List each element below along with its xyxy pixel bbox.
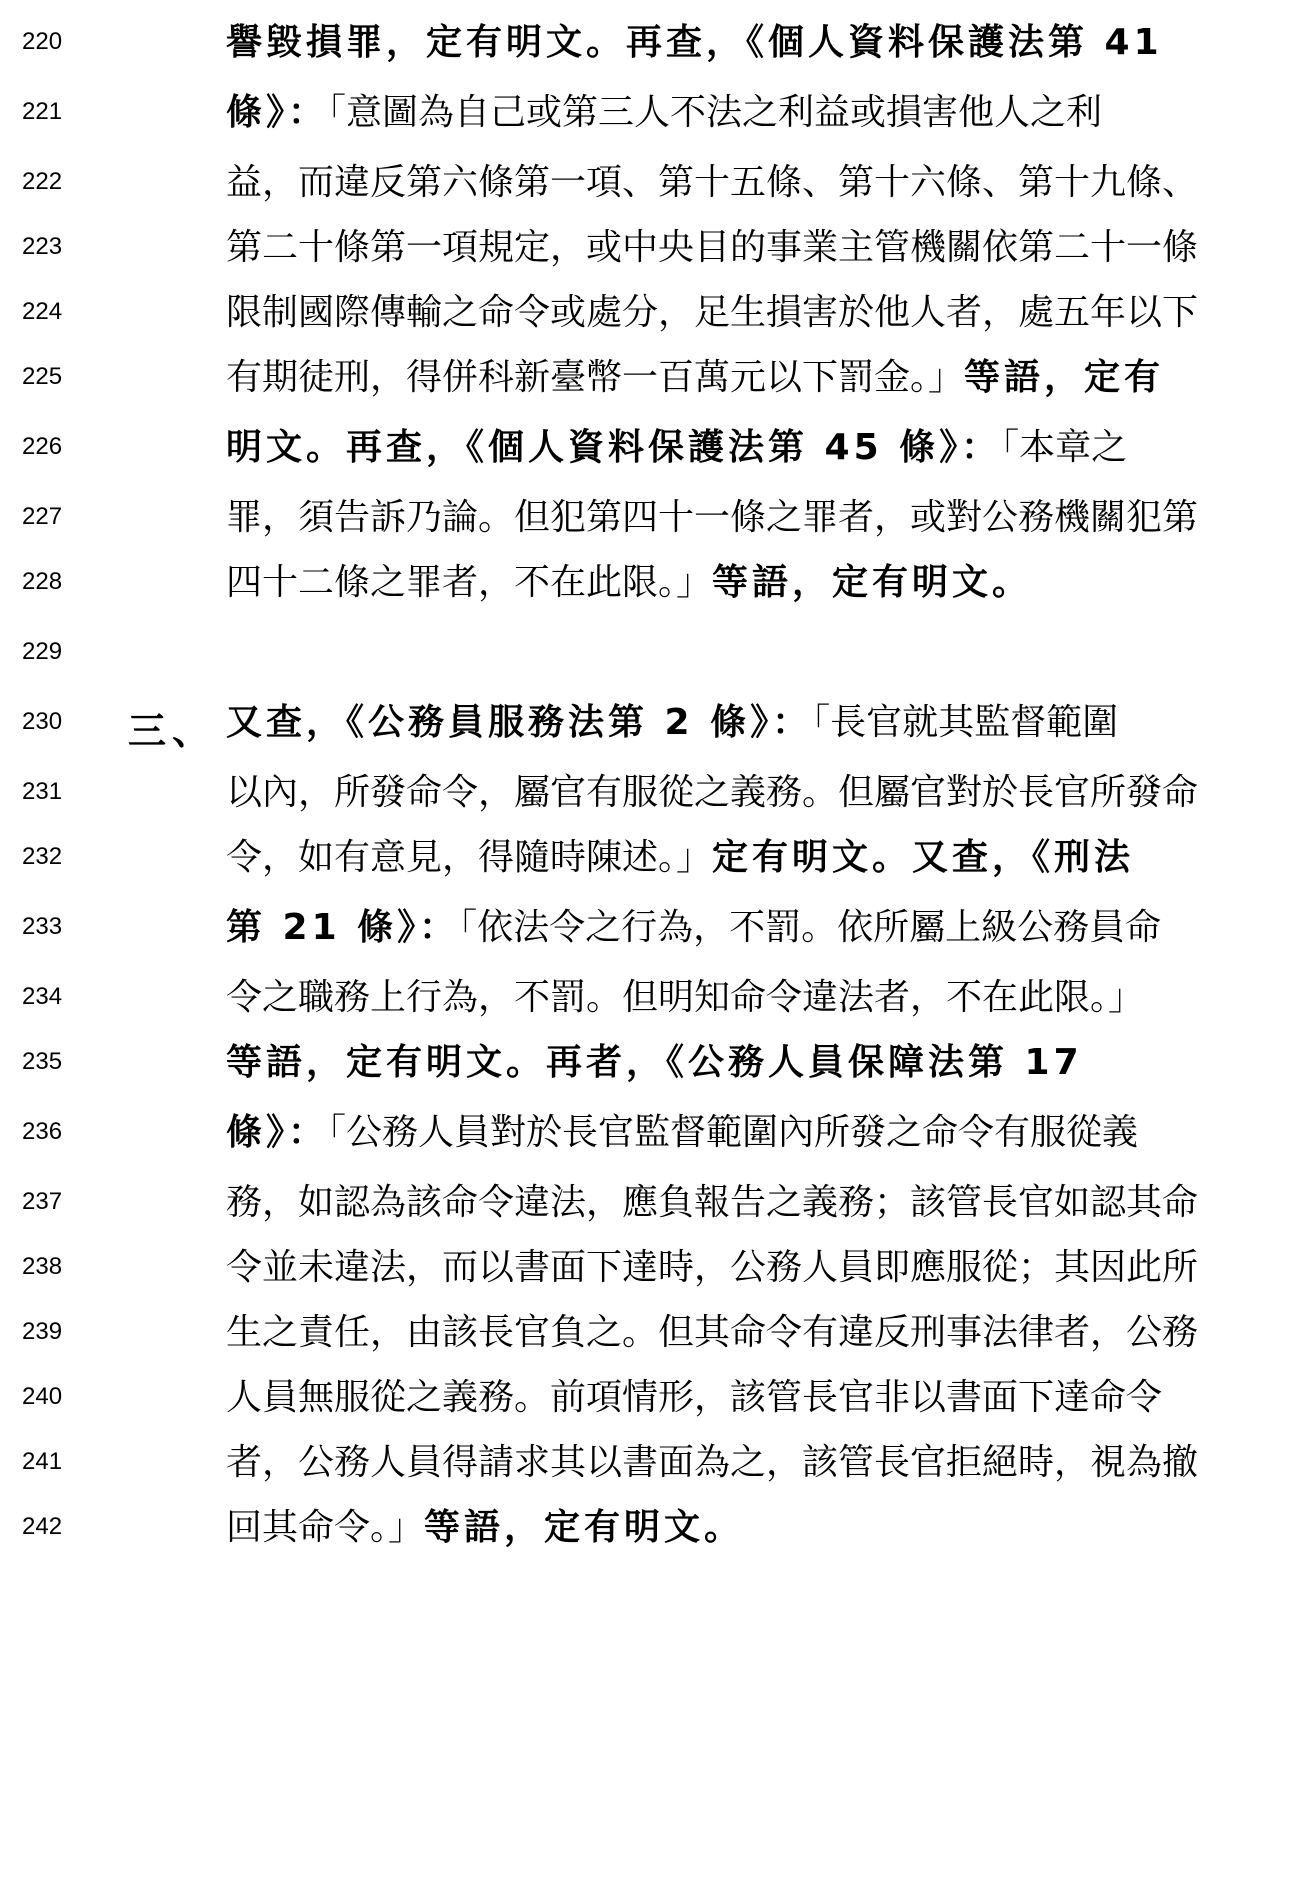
line-text bbox=[226, 290, 1290, 336]
line-number: 224 bbox=[22, 298, 63, 325]
text-segment: 生之責任，由該長官負之。但其命令有違反刑事法律者，公務 bbox=[226, 1312, 1199, 1353]
line-text bbox=[226, 835, 1290, 881]
document-line bbox=[0, 700, 1316, 760]
text-segment: 回其命令。」 bbox=[226, 1507, 425, 1548]
bold-text-segment: 第 21 條》： bbox=[226, 907, 460, 948]
document-line bbox=[0, 225, 1316, 285]
bold-text-segment: 條》： bbox=[226, 1112, 329, 1153]
document-line bbox=[0, 1375, 1316, 1435]
document-line bbox=[0, 1040, 1316, 1100]
document-line bbox=[0, 975, 1316, 1035]
line-text bbox=[226, 425, 1290, 471]
line-text bbox=[226, 560, 1290, 606]
line-text bbox=[226, 905, 1290, 951]
line-number: 241 bbox=[22, 1448, 63, 1475]
line-number: 229 bbox=[22, 638, 63, 665]
document-line bbox=[0, 20, 1316, 80]
line-number: 238 bbox=[22, 1253, 63, 1280]
bold-text-segment: 又查，《公務員服務法第 2 條》： bbox=[226, 702, 813, 743]
line-text bbox=[226, 975, 1290, 1021]
text-segment: 罪，須告訴乃論。但犯第四十一條之罪者，或對公務機關犯第 bbox=[226, 497, 1199, 538]
line-number: 228 bbox=[22, 568, 63, 595]
line-number: 227 bbox=[22, 503, 63, 530]
text-segment: 第二十條第一項規定，或中央目的事業主管機關依第二十一條 bbox=[226, 227, 1199, 268]
line-number: 233 bbox=[22, 913, 63, 940]
document-line bbox=[0, 1505, 1316, 1565]
text-segment: 限制國際傳輸之命令或處分，足生損害於他人者，處五年以下 bbox=[226, 292, 1199, 333]
line-number: 222 bbox=[22, 168, 63, 195]
document-line bbox=[0, 770, 1316, 830]
line-number: 223 bbox=[22, 233, 63, 260]
bold-text-segment: 定有明文。又查，《刑法 bbox=[712, 837, 1135, 878]
document-line bbox=[0, 630, 1316, 690]
line-number: 236 bbox=[22, 1118, 63, 1145]
document-line bbox=[0, 90, 1316, 150]
bold-text-segment: 等語，定有明文。 bbox=[424, 1507, 745, 1548]
line-number: 240 bbox=[22, 1383, 63, 1410]
text-segment: 益，而違反第六條第一項、第十五條、第十六條、第十九條、 bbox=[226, 162, 1199, 203]
bold-text-segment: 條》： bbox=[226, 92, 329, 133]
line-text bbox=[226, 495, 1290, 541]
line-number: 230 bbox=[22, 708, 63, 735]
line-text bbox=[226, 1310, 1290, 1356]
document-line bbox=[0, 1110, 1316, 1170]
line-text bbox=[226, 225, 1290, 271]
document-line bbox=[0, 160, 1316, 220]
line-text bbox=[226, 20, 1290, 66]
text-segment: 者，公務人員得請求其以書面為之，該管長官拒絕時，視為撤 bbox=[226, 1442, 1199, 1483]
text-segment: 務，如認為該命令違法，應負報告之義務；該管長官如認其命 bbox=[226, 1182, 1199, 1223]
document-line bbox=[0, 290, 1316, 350]
bold-text-segment: 等語，定有明文。 bbox=[712, 562, 1033, 603]
text-segment: 「依法令之行為，不罰。依所屬上級公務員命 bbox=[459, 907, 1162, 948]
line-number: 235 bbox=[22, 1048, 63, 1075]
document-line bbox=[0, 1180, 1316, 1240]
line-text bbox=[226, 1440, 1290, 1486]
line-text bbox=[226, 1040, 1290, 1086]
line-number: 226 bbox=[22, 433, 63, 460]
document-line bbox=[0, 495, 1316, 555]
document-line bbox=[0, 355, 1316, 415]
bold-text-segment: 明文。再查，《個人資料保護法第 45 條》： bbox=[226, 427, 1002, 468]
line-text bbox=[226, 770, 1290, 816]
document-line bbox=[0, 1440, 1316, 1500]
document-line bbox=[0, 560, 1316, 620]
line-text bbox=[226, 160, 1290, 206]
text-segment: 四十二條之罪者，不在此限。」 bbox=[226, 562, 713, 603]
text-segment: 人員無服從之義務。前項情形，該管長官非以書面下達命令 bbox=[226, 1377, 1163, 1418]
section-marker: 三、 bbox=[128, 709, 217, 753]
text-segment: 令之職務上行為，不罰。但明知命令違法者，不在此限。」 bbox=[226, 977, 1145, 1018]
line-number: 220 bbox=[22, 28, 63, 55]
document-line bbox=[0, 425, 1316, 485]
line-text bbox=[226, 1245, 1290, 1291]
text-segment: 「本章之 bbox=[1001, 427, 1128, 468]
line-number: 239 bbox=[22, 1318, 63, 1345]
document-line bbox=[0, 905, 1316, 965]
document-line bbox=[0, 1245, 1316, 1305]
line-text bbox=[226, 355, 1290, 401]
text-segment: 「意圖為自己或第三人不法之利益或損害他人之利 bbox=[328, 92, 1103, 133]
line-number: 234 bbox=[22, 983, 63, 1010]
line-number: 225 bbox=[22, 363, 63, 390]
bold-text-segment: 譽毀損罪，定有明文。再查，《個人資料保護法第 41 bbox=[226, 22, 1163, 63]
line-text bbox=[226, 1505, 1290, 1551]
line-number: 232 bbox=[22, 843, 63, 870]
line-text bbox=[226, 1180, 1290, 1226]
text-segment: 「長官就其監督範圍 bbox=[812, 702, 1119, 743]
line-text bbox=[226, 1110, 1290, 1156]
bold-text-segment: 等語，定有 bbox=[964, 357, 1165, 398]
text-segment: 令，如有意見，得隨時陳述。」 bbox=[226, 837, 713, 878]
document-line bbox=[0, 835, 1316, 895]
text-segment: 令並未違法，而以書面下達時，公務人員即應服從；其因此所 bbox=[226, 1247, 1199, 1288]
document-line bbox=[0, 1310, 1316, 1370]
text-segment: 以內，所發命令，屬官有服從之義務。但屬官對於長官所發命 bbox=[226, 772, 1199, 813]
line-number: 221 bbox=[22, 98, 63, 125]
line-text bbox=[226, 1375, 1290, 1421]
line-number: 231 bbox=[22, 778, 63, 805]
bold-text-segment: 等語，定有明文。再者，《公務人員保障法第 17 bbox=[226, 1042, 1083, 1083]
text-segment: 有期徒刑，得併科新臺幣一百萬元以下罰金。」 bbox=[226, 357, 965, 398]
text-segment: 「公務人員對於長官監督範圍內所發之命令有服從義 bbox=[328, 1112, 1139, 1153]
line-number: 237 bbox=[22, 1188, 63, 1215]
line-text bbox=[226, 700, 1290, 746]
line-number: 242 bbox=[22, 1513, 63, 1540]
line-text bbox=[226, 90, 1290, 136]
